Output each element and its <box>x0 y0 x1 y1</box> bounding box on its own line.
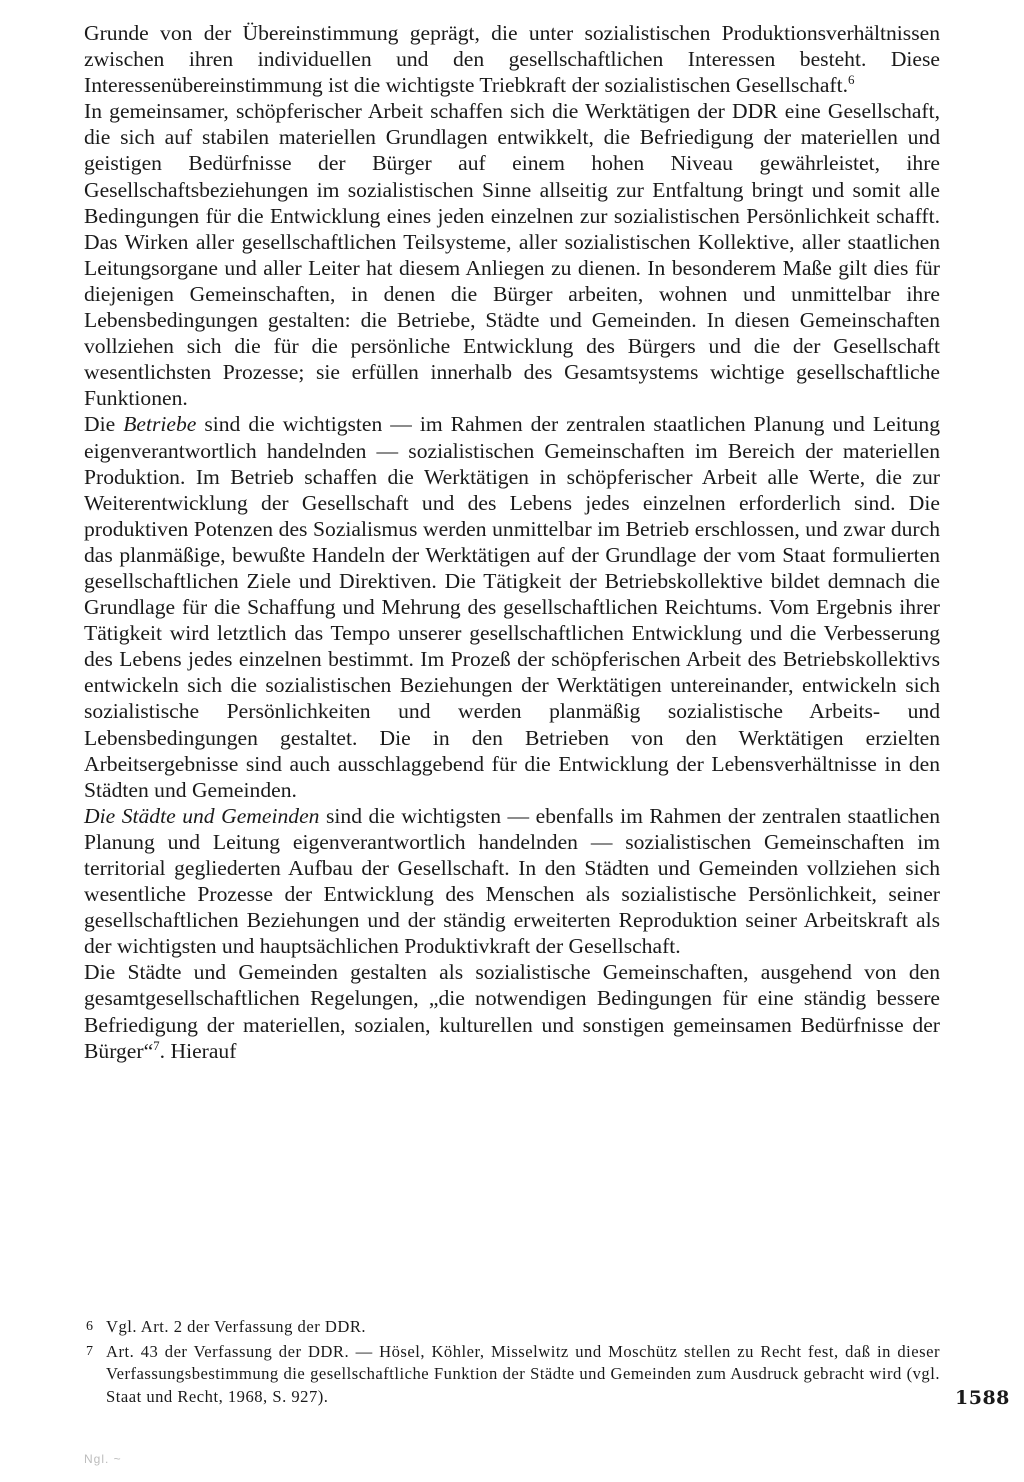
paragraph-3 <box>84 411 940 802</box>
paragraph-2 <box>84 98 940 411</box>
binding-mark: Ngl. ~ <box>84 1452 122 1466</box>
footnote-6 <box>84 1316 940 1339</box>
paragraph-1 <box>84 20 940 98</box>
footnotes-section <box>84 1316 940 1410</box>
footnote-6-number: 6 <box>86 1319 93 1334</box>
paragraph-5-text-after: . Hierauf <box>159 1038 237 1063</box>
footnote-7-text: Art. 43 der Verfassung der DDR. — Hösel, Köhler, Misselwitz und Moschütz stellen zu Recht fest, daß in dieser Verfassungsbestimmung die gesellschaftliche Funktion der Städte und Gemeinden zum Ausdruck gebracht wird (vgl. Staat und Recht, 1968, S. 927). <box>106 1341 940 1406</box>
paragraph-5 <box>84 959 940 1063</box>
footnote-ref-7[interactable]: 7 <box>153 1037 160 1053</box>
paragraph-3-text-after: sind die wichtigsten — im Rahmen der zentralen staatlichen Planung und Leitung eigenverantwortlich handelnden — sozialistischen Gemeinschaften im Bereich der materiellen Produktion. Im Betrieb schaffen die Werktätigen in schöpferischer Arbeit alle Werte, die zur Weiterentwicklung der Gesellschaft und des Lebens jedes einzelnen erforderlich sind. Die produktiven Potenzen des Sozialismus werden unmittelbar im Betrieb erschlossen, und zwar durch das planmäßige, bewußte Handeln der Werktätigen auf der Grundlage der vom Staat formulierten gesellschaftlichen Ziele und Direktiven. Die Tätigkeit der Betriebskollektive bildet demnach die Grundlage für die Schaffung und Mehrung des gesellschaftlichen Reichtums. Vom Ergebnis ihrer Tätigkeit wird letztlich das Tempo unserer gesellschaftlichen Entwicklung und die Verbesserung des Lebens jedes einzelnen bestimmt. Im Prozeß der schöpferischen Arbeit des Betriebskollektivs entwickeln sich die sozialistischen Beziehungen der Werktätigen untereinander, entwickeln sich sozialistische Persönlichkeiten und werden planmäßig sozialistische Arbeits- und Lebensbedingungen gestaltet. Die in den Betrieben von den Werktätigen erzielten Arbeitsergebnisse sind auch ausschlaggebend für die Entwicklung der Lebensverhältnisse in den Städten und Gemeinden. <box>84 412 940 802</box>
emphasis-staedte-gemeinden: Die Städte und Gemeinden <box>84 803 320 828</box>
paragraph-2-text: In gemeinsamer, schöpferischer Arbeit schaffen sich die Werktätigen der DDR eine Gesellschaft, die sich auf stabilen materiellen Grundlagen entwikkelt, die Befriedigung der materiellen und geistigen Bedürfnisse der Bürger auf einem hohen Niveau gewährleistet, ihre Gesellschaftsbeziehungen im sozialistischen Sinne allseitig zur Entfaltung bringt und somit alle Bedingungen für die Entwicklung eines jeden einzelnen zur sozialistischen Persönlichkeit schafft. Das Wirken aller gesellschaftlichen Teilsysteme, aller sozialistischen Kollektive, aller staatlichen Leitungsorgane und aller Leiter hat diesem Anliegen zu dienen. In besonderem Maße gilt dies für diejenigen Gemeinschaften, in denen die Bürger arbeiten, wohnen und unmittelbar ihre Lebensbedingungen gestalten: die Betriebe, Städte und Gemeinden. In diesen Gemeinschaften vollziehen sich die für die persönliche Entwicklung des Bürgers und die der Gesellschaft wesentlichsten Prozesse; sie erfüllen innerhalb des Gesamtsystems wichtige gesellschaftliche Funktionen. <box>84 99 940 411</box>
footnote-7 <box>84 1341 940 1409</box>
paragraph-1-text: Grunde von der Übereinstimmung geprägt, die unter sozialistischen Produktionsverhältnissen zwischen ihren individuellen und den gesellschaftlichen Interessen besteht. Diese Interessenübereinstimmung ist die wichtigste Triebkraft der sozialistischen Gesellschaft. <box>84 21 940 98</box>
footnote-6-text: Vgl. Art. 2 der Verfassung der DDR. <box>106 1317 367 1336</box>
emphasis-betriebe: Betriebe <box>123 412 197 437</box>
footnote-ref-6[interactable]: 6 <box>848 72 855 87</box>
paragraph-3-text-before: Die <box>84 412 124 437</box>
page-body <box>84 20 940 1064</box>
paragraph-5-text-before: Die Städte und Gemeinden gestalten als sozialistische Gemeinschaften, ausgehend von den gesamtgesellschaftlichen Regelungen, „die notwendigen Bedingungen für eine ständig bessere Befriedigung der materiellen, sozialen, kulturellen und sonstigen gemeinsamen Bedürfnisse der Bürger“ <box>84 960 940 1063</box>
page-number: 1588 <box>955 1387 1010 1409</box>
paragraph-4-text-after: sind die wichtigsten — ebenfalls im Rahmen der zentralen staatlichen Planung und Leitung eigenverantwortlich handelnden — sozialistischen Gemeinschaften im territorial gegliederten Aufbau der Gesellschaft. In den Städten und Gemeinden vollziehen sich wesentliche Prozesse der Entwicklung des Menschen als sozialistische Persönlichkeit, seiner gesellschaftlichen Beziehungen und der ständig erweiterten Reproduktion seiner Arbeitskraft als der wichtigsten und hauptsächlichen Produktivkraft der Gesellschaft. <box>84 803 940 959</box>
paragraph-4 <box>84 803 940 960</box>
footnote-7-number: 7 <box>86 1343 93 1359</box>
